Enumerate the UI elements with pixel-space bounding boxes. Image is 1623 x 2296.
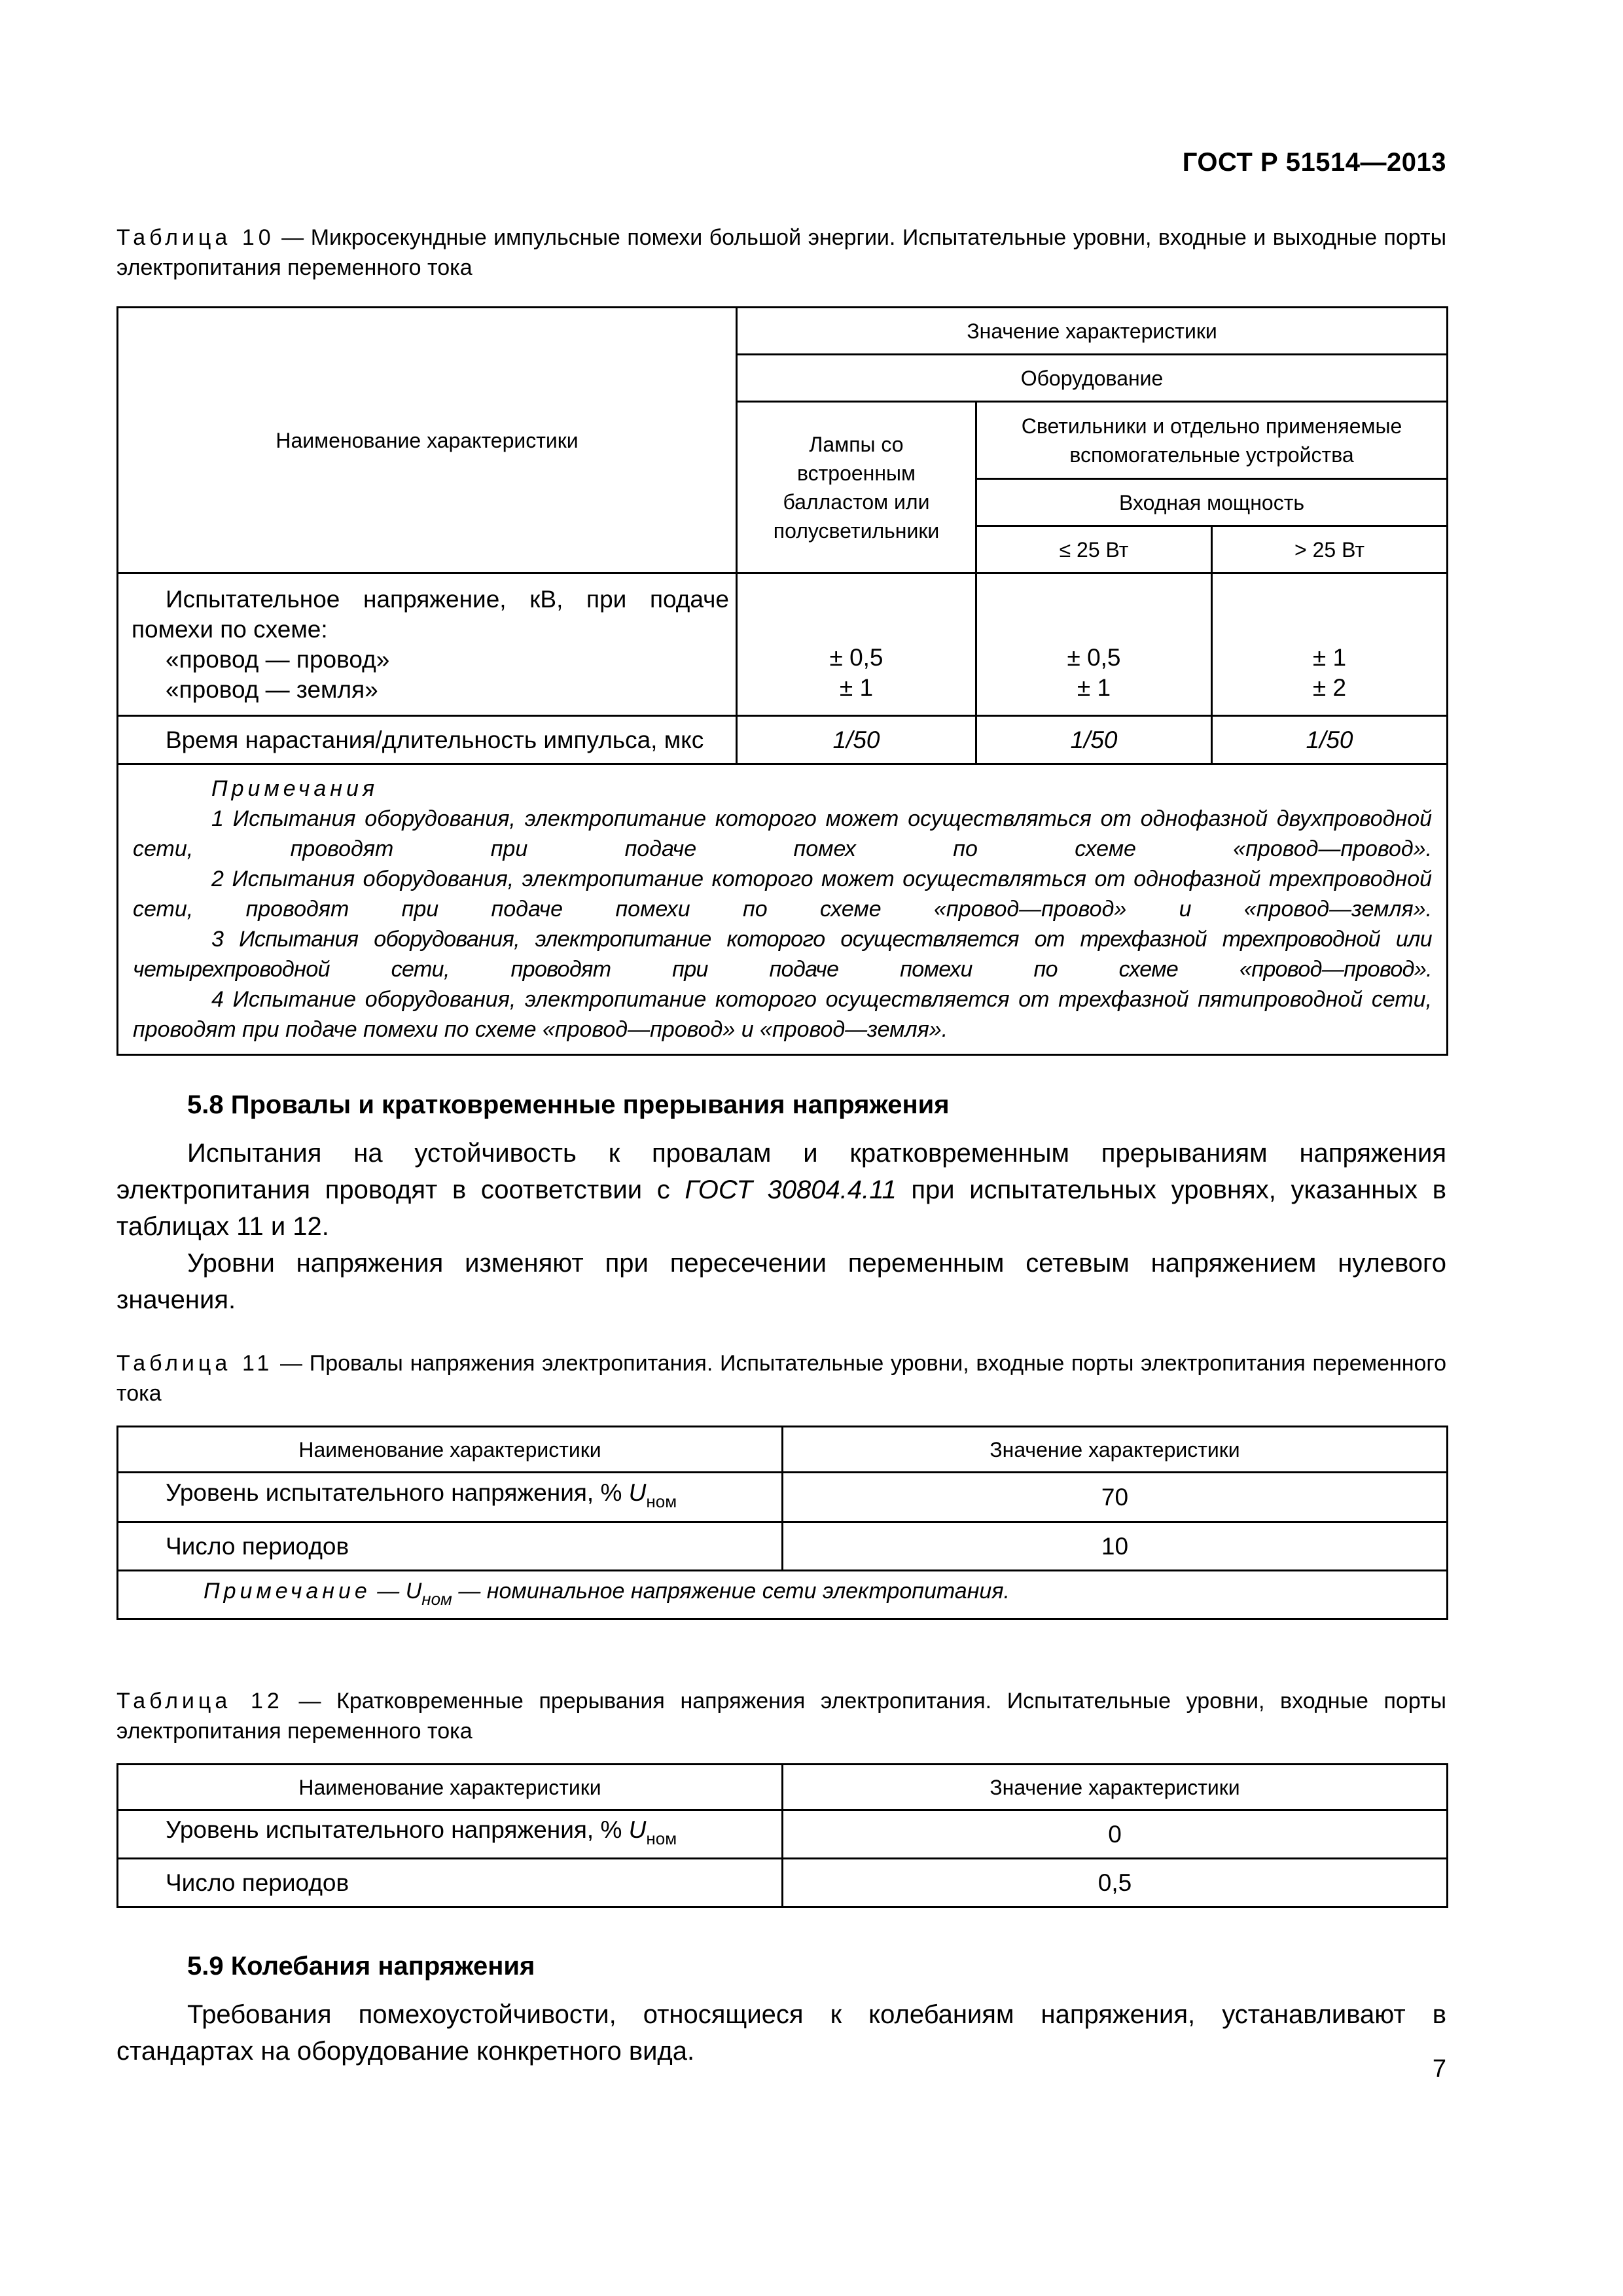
table11-caption-text: — Провалы напряжения электропитания. Испытательные уровни, входные порты электропитания переменного тока bbox=[116, 1351, 1446, 1406]
table10-row2-le25: 1/50 bbox=[976, 716, 1212, 764]
table12-caption-label: Таблица 12 bbox=[116, 1689, 283, 1713]
table10-row1-lamps bbox=[737, 573, 976, 716]
table10-header-luminaires: Светильники и отдельно применяемые вспомогательные устройства bbox=[976, 402, 1448, 479]
table11-header-value: Значение характеристики bbox=[783, 1427, 1448, 1473]
u-subscript: ном bbox=[646, 1492, 677, 1511]
table11-note-dash: — bbox=[370, 1578, 406, 1604]
table12-row1-name bbox=[118, 1810, 783, 1859]
table11-row1-name bbox=[118, 1473, 783, 1522]
table10-row1-name bbox=[118, 573, 737, 716]
table12-caption bbox=[116, 1686, 1446, 1746]
table10-header-name: Наименование характеристики bbox=[118, 308, 737, 573]
table10-header-value: Значение характеристики bbox=[737, 308, 1448, 355]
table11-row1-value: 70 bbox=[783, 1473, 1448, 1522]
u-symbol: U bbox=[405, 1578, 422, 1604]
table12-header-value: Значение характеристики bbox=[783, 1765, 1448, 1810]
table10-header-lamps: Лампы со встроенным балластом или полусветильники bbox=[737, 402, 976, 573]
table10-notes-title: Примечания bbox=[211, 776, 379, 801]
table10-header-gt25: > 25 Вт bbox=[1212, 526, 1448, 573]
document-header: ГОСТ Р 51514—2013 bbox=[1182, 148, 1446, 177]
gost-reference: ГОСТ 30804.4.11 bbox=[685, 1175, 897, 1204]
table10-note-4: 4 Испытание оборудования, электропитание которого осуществляется от трехфазной пятипроводной сети, проводят при подаче помехи по схеме «провод—провод» и «провод—земля». bbox=[133, 986, 1433, 1042]
table11-caption-label: Таблица 11 bbox=[116, 1351, 274, 1376]
table10-header-input-power: Входная мощность bbox=[976, 479, 1448, 526]
section-5-8-para-1-a: Испытания на устойчивость к провалам и кратковременным прерываниям напряжения электропитания проводят в соответствии с bbox=[116, 1139, 1446, 1204]
u-symbol: U bbox=[628, 1816, 647, 1843]
table10-row1-name-line3: «провод — земля» bbox=[166, 675, 378, 703]
table10-row1-lamps-1: ± 0,5 bbox=[829, 644, 883, 671]
section-5-8-title: 5.8 Провалы и кратковременные прерывания напряжения bbox=[187, 1090, 950, 1119]
table10-note-1: 1 Испытания оборудования, электропитание которого может осуществляться от однофазной двухпроводной сети, проводят при подаче помех по схеме «провод—провод». bbox=[133, 806, 1433, 861]
table10-caption-label: Таблица 10 bbox=[116, 225, 275, 250]
section-5-8-para-1-b: при испытательных уровнях, указанных в таблицах 11 и 12. bbox=[116, 1175, 1447, 1241]
table10-row1-name-line1: Испытательное напряжение, кВ, при подаче помехи по схеме: bbox=[132, 585, 729, 643]
table10-row2-gt25: 1/50 bbox=[1212, 716, 1448, 764]
table10-row1-gt25-1: ± 1 bbox=[1312, 644, 1347, 671]
section-5-9-para-1: Требования помехоустойчивости, относящиеся к колебаниям напряжения, устанавливают в стандартах на оборудование конкретного вида. bbox=[116, 2000, 1446, 2066]
table11-note-label: Примечание bbox=[204, 1578, 371, 1604]
table11-row2-value: 10 bbox=[783, 1522, 1448, 1571]
table10-row1-gt25 bbox=[1212, 573, 1448, 716]
table10-note-3: 3 Испытания оборудования, электропитание которого осуществляется от трехфазной трехпроводной или четырехпроводной сети, проводят при подаче помехи по схеме «провод—провод». bbox=[133, 926, 1433, 982]
section-5-8-body bbox=[116, 1135, 1446, 1318]
table11-header-name: Наименование характеристики bbox=[118, 1427, 783, 1473]
table11-note bbox=[118, 1571, 1448, 1619]
page-number: 7 bbox=[1432, 2055, 1446, 2083]
table11-row1-name-text: Уровень испытательного напряжения, % bbox=[166, 1479, 629, 1506]
table10-row1-name-line2: «провод — провод» bbox=[166, 645, 390, 673]
table11-row2-name: Число периодов bbox=[118, 1522, 783, 1571]
table10-row1-le25-1: ± 0,5 bbox=[1067, 644, 1121, 671]
table12-header-name: Наименование характеристики bbox=[118, 1765, 783, 1810]
table10-row1-le25 bbox=[976, 573, 1212, 716]
table11-note-text: — номинальное напряжение сети электропитания. bbox=[452, 1578, 1010, 1604]
table12-row2-value: 0,5 bbox=[783, 1859, 1448, 1907]
u-symbol: U bbox=[628, 1479, 647, 1506]
section-5-9-body bbox=[116, 1996, 1446, 2070]
section-5-8-para-2: Уровни напряжения изменяют при пересечении переменным сетевым напряжением нулевого значения. bbox=[116, 1249, 1446, 1314]
table10-notes bbox=[118, 764, 1448, 1055]
table10-row2-name: Время нарастания/длительность импульса, мкс bbox=[118, 716, 737, 764]
table10-header-equipment: Оборудование bbox=[737, 355, 1448, 402]
table12-row1-value: 0 bbox=[783, 1810, 1448, 1859]
section-5-8-para-1 bbox=[116, 1135, 1446, 1245]
table11-caption bbox=[116, 1348, 1446, 1408]
u-subscript: ном bbox=[421, 1588, 452, 1609]
table12-row2-name: Число периодов bbox=[118, 1859, 783, 1907]
table10-row1-le25-2: ± 1 bbox=[1077, 674, 1111, 701]
table12 bbox=[116, 1763, 1448, 1908]
table10-row1-gt25-2: ± 2 bbox=[1312, 674, 1347, 701]
table11 bbox=[116, 1426, 1448, 1620]
table10-note-2: 2 Испытания оборудования, электропитание которого может осуществляться от однофазной трехпроводной сети, проводят при подаче помехи по схеме «провод—провод» и «провод—земля». bbox=[133, 866, 1433, 922]
u-subscript: ном bbox=[646, 1829, 677, 1848]
table12-row1-name-text: Уровень испытательного напряжения, % bbox=[166, 1816, 629, 1843]
table10-header-le25: ≤ 25 Вт bbox=[976, 526, 1212, 573]
table10-row1-lamps-2: ± 1 bbox=[839, 674, 874, 701]
table10-caption bbox=[116, 223, 1446, 283]
table10 bbox=[116, 306, 1448, 1056]
table10-row2-lamps: 1/50 bbox=[737, 716, 976, 764]
section-5-9-title: 5.9 Колебания напряжения bbox=[187, 1952, 535, 1981]
table12-caption-text: — Кратковременные прерывания напряжения электропитания. Испытательные уровни, входные порты электропитания переменного тока bbox=[116, 1689, 1446, 1744]
table10-caption-text: — Микросекундные импульсные помехи большой энергии. Испытательные уровни, входные и выходные порты электропитания переменного тока bbox=[116, 225, 1447, 280]
